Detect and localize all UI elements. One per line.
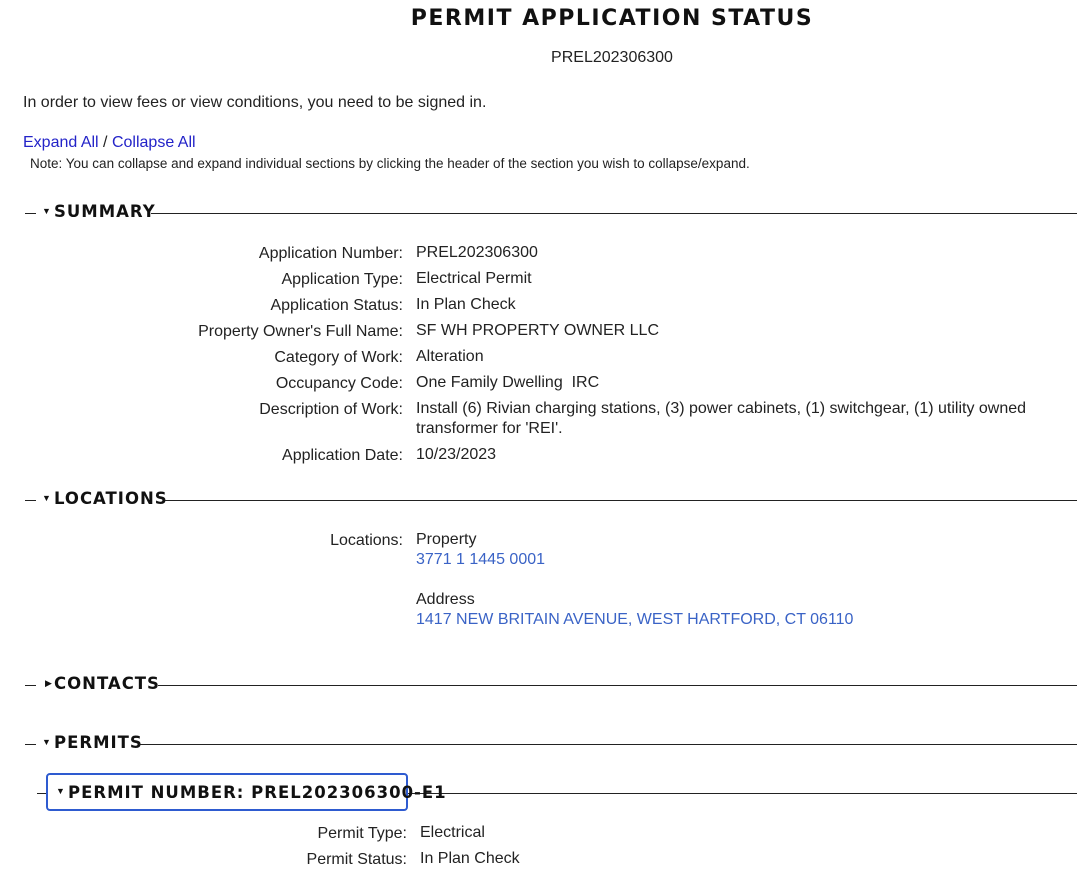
field-value: Install (6) Rivian charging stations, (3) power cabinets, (1) switchgear, (1) utility owned transformer for 'REI'. bbox=[416, 400, 1027, 437]
section-header-contacts[interactable] bbox=[23, 675, 1077, 695]
field-value: In Plan Check bbox=[416, 296, 516, 313]
field-label: Permit Type: bbox=[317, 825, 407, 842]
field-value: In Plan Check bbox=[420, 850, 520, 867]
field-label: Application Number: bbox=[258, 245, 403, 262]
section-header-permits[interactable] bbox=[23, 734, 1077, 754]
legend-dash bbox=[25, 213, 36, 214]
field-label: Property Owner's Full Name: bbox=[198, 323, 403, 340]
legend-line bbox=[165, 500, 1077, 501]
field-label: Application Date: bbox=[282, 447, 403, 464]
separator: / bbox=[98, 134, 112, 151]
permit-subsection-line bbox=[408, 793, 1077, 794]
field-value: Electrical bbox=[420, 824, 485, 841]
legend-dash bbox=[25, 500, 36, 501]
legend-line bbox=[139, 744, 1077, 745]
signin-message: In order to view fees or view conditions, you need to be signed in. bbox=[23, 94, 487, 111]
address-heading: Address bbox=[416, 591, 475, 608]
section-title-locations: LOCATIONS bbox=[54, 489, 168, 508]
property-heading: Property bbox=[416, 531, 477, 548]
legend-line bbox=[151, 213, 1077, 214]
caret-down-icon: ▼ bbox=[56, 786, 65, 796]
field-value: SF WH PROPERTY OWNER LLC bbox=[416, 322, 659, 339]
field-value: One Family Dwelling IRC bbox=[416, 374, 600, 391]
caret-down-icon: ▼ bbox=[42, 737, 51, 747]
section-header-summary[interactable] bbox=[23, 203, 1077, 223]
field-label: Application Type: bbox=[281, 271, 403, 288]
permit-number-header[interactable] bbox=[46, 773, 447, 811]
application-id: PREL202306300 bbox=[551, 49, 673, 66]
field-label: Locations: bbox=[330, 532, 403, 549]
collapse-note: Note: You can collapse and expand individual sections by clicking the header of the section you wish to collapse/expand. bbox=[30, 156, 750, 171]
caret-down-icon: ▼ bbox=[42, 206, 51, 216]
expand-all-link[interactable]: Expand All bbox=[23, 134, 99, 151]
field-value: Alteration bbox=[416, 348, 484, 365]
section-title-permits: PERMITS bbox=[54, 733, 143, 752]
caret-down-icon: ▼ bbox=[42, 493, 51, 503]
permit-number-title: PERMIT NUMBER: PREL202306300-E1 bbox=[68, 783, 447, 802]
section-title-contacts: CONTACTS bbox=[54, 674, 160, 693]
field-value: PREL202306300 bbox=[416, 244, 538, 261]
collapse-all-link[interactable]: Collapse All bbox=[111, 134, 196, 151]
field-label: Permit Status: bbox=[306, 851, 407, 868]
field-label: Application Status: bbox=[270, 297, 403, 314]
section-header-locations[interactable] bbox=[23, 490, 1077, 510]
field-value: Electrical Permit bbox=[416, 270, 532, 287]
field-value: 10/23/2023 bbox=[416, 446, 497, 463]
field-label: Category of Work: bbox=[274, 349, 403, 366]
page-title: PERMIT APPLICATION STATUS bbox=[410, 6, 814, 31]
expand-collapse-controls bbox=[23, 134, 196, 152]
legend-dash bbox=[25, 744, 36, 745]
section-title-summary: SUMMARY bbox=[54, 202, 156, 221]
permit-subsection-line bbox=[37, 793, 46, 794]
field-label: Description of Work: bbox=[259, 401, 403, 418]
property-id-link[interactable]: 3771 1 1445 0001 bbox=[416, 551, 546, 568]
caret-right-icon: ▶ bbox=[45, 678, 52, 688]
field-label: Occupancy Code: bbox=[275, 375, 403, 392]
address-link[interactable]: 1417 NEW BRITAIN AVENUE, WEST HARTFORD, CT 06110 bbox=[416, 611, 854, 628]
legend-line bbox=[158, 685, 1077, 686]
legend-dash bbox=[25, 685, 36, 686]
